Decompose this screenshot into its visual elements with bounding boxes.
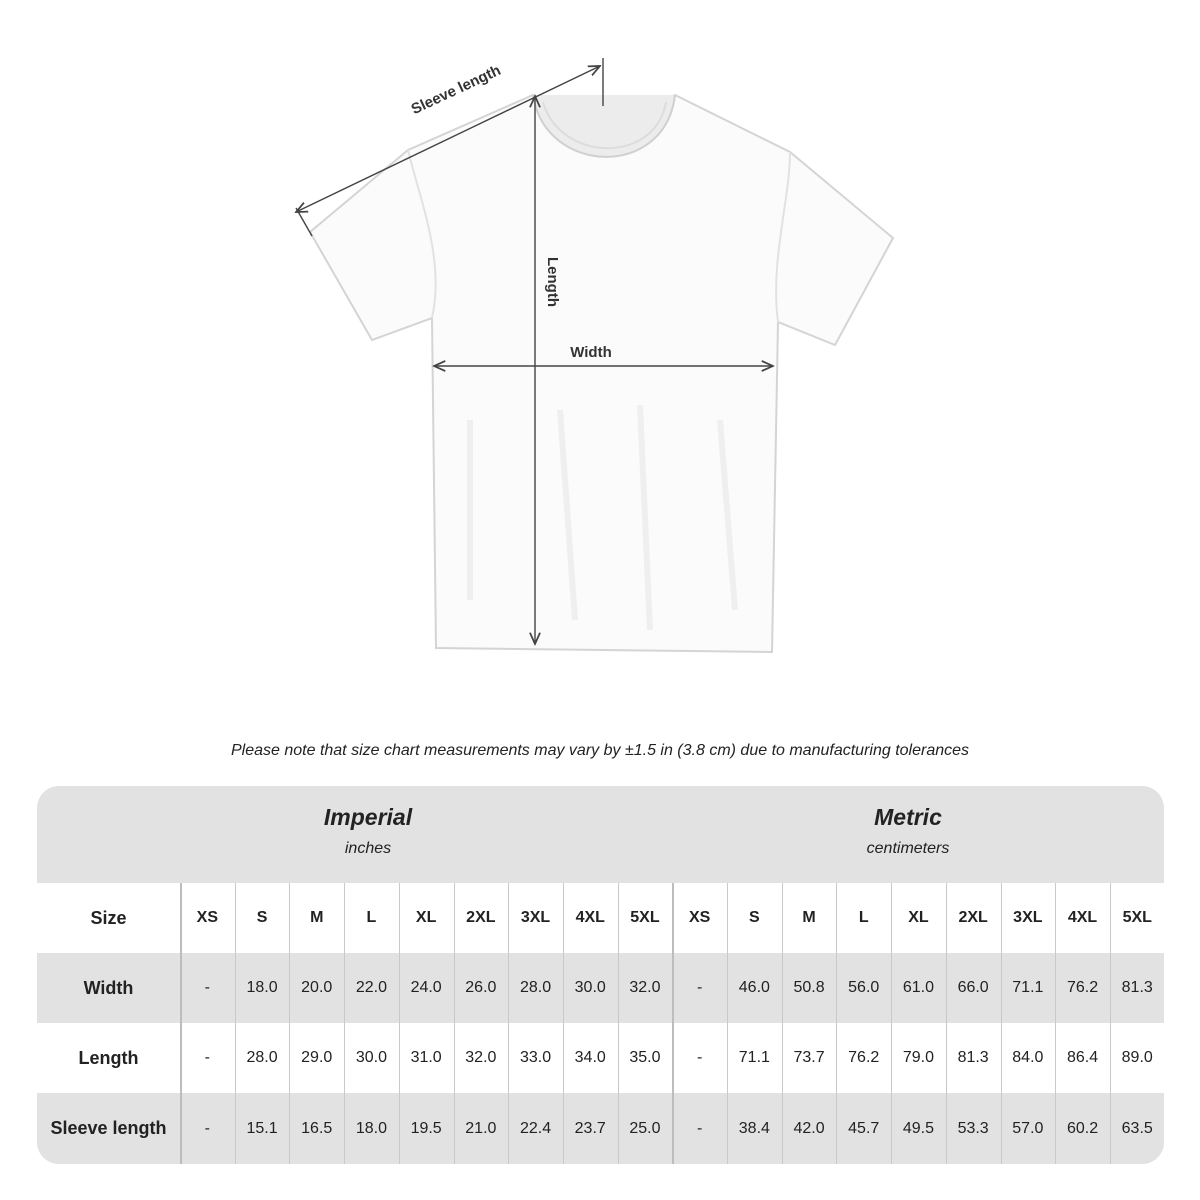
- sleeve-length-label: Sleeve length: [408, 61, 504, 119]
- metric-length-cell: 73.7: [793, 1049, 825, 1066]
- metric-sleeve-length-cell: 42.0: [793, 1119, 825, 1137]
- metric-sleeve-length-cell: -: [696, 1119, 703, 1137]
- metric-sleeve-length-cell: 57.0: [1012, 1119, 1044, 1137]
- tolerance-note: Please note that size chart measurements may vary by ±1.5 in (3.8 cm) due to manufacturing tolerances: [230, 742, 970, 759]
- metric-length-cell: 86.4: [1066, 1049, 1099, 1066]
- imperial-length-cell: 31.0: [410, 1049, 442, 1066]
- size-chart-table: [37, 786, 1164, 1164]
- column-divider: [454, 883, 455, 1164]
- imperial-size-2xl: 2XL: [466, 909, 496, 926]
- metric-size-4xl: 4XL: [1067, 909, 1098, 926]
- imperial-size-m: M: [310, 909, 324, 926]
- column-divider: [836, 883, 837, 1164]
- imperial-width-cell: 30.0: [574, 979, 606, 996]
- metric-width-cell: 76.2: [1066, 979, 1099, 996]
- imperial-width-cell: 26.0: [465, 979, 497, 996]
- column-divider: [399, 883, 400, 1164]
- length-row: [37, 1023, 1164, 1093]
- metric-sleeve-length-cell: 49.5: [902, 1119, 934, 1137]
- imperial-size-3xl: 3XL: [520, 909, 551, 926]
- metric-width-cell: 81.3: [1121, 979, 1153, 996]
- metric-sleeve-length-cell: 53.3: [957, 1119, 989, 1137]
- metric-length-cell: 84.0: [1012, 1049, 1044, 1066]
- metric-sleeve-length-cell: 63.5: [1121, 1119, 1153, 1137]
- metric-size-xl: XL: [908, 909, 929, 926]
- imperial-size-xl: XL: [415, 909, 437, 926]
- metric-size-l: L: [858, 909, 869, 926]
- metric-length-cell: 76.2: [848, 1049, 880, 1066]
- sleeve-length-row: [37, 1093, 1164, 1164]
- imperial-size-4xl: 4XL: [575, 909, 605, 926]
- imperial-unit: inches: [344, 840, 392, 857]
- metric-length-cell: -: [696, 1049, 703, 1066]
- column-divider: [563, 883, 564, 1164]
- imperial-width-cell: -: [204, 979, 210, 996]
- column-divider: [180, 883, 182, 1164]
- metric-width-cell: -: [696, 979, 703, 996]
- imperial-length-cell: 32.0: [465, 1049, 497, 1066]
- metric-sleeve-length-cell: 60.2: [1066, 1119, 1099, 1137]
- metric-size-5xl: 5XL: [1122, 909, 1152, 926]
- width-label: Width: [83, 977, 134, 998]
- imperial-title: Imperial: [323, 804, 413, 830]
- column-divider: [891, 883, 892, 1164]
- metric-size-3xl: 3XL: [1013, 909, 1043, 926]
- metric-width-cell: 66.0: [957, 979, 989, 996]
- imperial-length-cell: 29.0: [301, 1049, 333, 1066]
- column-divider: [1110, 883, 1111, 1164]
- imperial-length-cell: -: [204, 1049, 210, 1066]
- imperial-sleeve-length-cell: 19.5: [410, 1119, 442, 1137]
- metric-length-cell: 89.0: [1121, 1049, 1153, 1066]
- imperial-sleeve-length-cell: -: [204, 1119, 210, 1137]
- column-divider: [1055, 883, 1056, 1164]
- column-divider: [235, 883, 236, 1164]
- column-divider: [508, 883, 509, 1164]
- metric-sleeve-length-cell: 38.4: [738, 1119, 770, 1137]
- imperial-length-cell: 34.0: [574, 1049, 606, 1066]
- metric-sleeve-length-cell: 45.7: [848, 1119, 880, 1137]
- metric-unit: centimeters: [866, 840, 950, 857]
- imperial-sleeve-length-cell: 15.1: [246, 1119, 278, 1137]
- imperial-width-cell: 24.0: [410, 979, 442, 996]
- column-divider: [344, 883, 345, 1164]
- metric-width-cell: 46.0: [738, 979, 770, 996]
- imperial-size-5xl: 5XL: [630, 909, 660, 926]
- sleeve-length-label: Sleeve length: [50, 1118, 167, 1138]
- column-divider: [672, 883, 674, 1164]
- column-divider: [727, 883, 728, 1164]
- metric-size-s: S: [749, 909, 760, 926]
- imperial-width-cell: 32.0: [629, 979, 661, 996]
- imperial-length-cell: 30.0: [355, 1049, 387, 1066]
- column-divider: [946, 883, 947, 1164]
- length-label: Length: [78, 1047, 139, 1068]
- imperial-width-cell: 28.0: [519, 979, 552, 996]
- column-divider: [289, 883, 290, 1164]
- imperial-length-cell: 33.0: [519, 1049, 552, 1066]
- metric-width-cell: 61.0: [902, 979, 934, 996]
- imperial-width-cell: 20.0: [301, 979, 333, 996]
- metric-length-cell: 81.3: [957, 1049, 989, 1066]
- metric-width-cell: 50.8: [793, 979, 825, 996]
- column-divider: [1001, 883, 1002, 1164]
- imperial-width-cell: 18.0: [246, 979, 278, 996]
- tshirt-outline: [310, 95, 893, 652]
- metric-size-xs: XS: [688, 909, 711, 926]
- metric-length-cell: 71.1: [738, 1049, 770, 1066]
- width-label: Width: [570, 344, 612, 361]
- column-divider: [782, 883, 783, 1164]
- metric-length-cell: 79.0: [902, 1049, 934, 1066]
- column-divider: [618, 883, 619, 1164]
- imperial-length-cell: 35.0: [629, 1049, 661, 1066]
- size-table-body: [37, 883, 1164, 1164]
- imperial-size-s: S: [256, 909, 268, 926]
- metric-width-cell: 56.0: [848, 979, 880, 996]
- size-header-row: [37, 883, 1164, 953]
- imperial-sleeve-length-cell: 25.0: [629, 1119, 661, 1137]
- imperial-size-xs: XS: [196, 909, 219, 926]
- imperial-sleeve-length-cell: 22.4: [519, 1119, 552, 1137]
- imperial-length-cell: 28.0: [246, 1049, 278, 1066]
- size-header-label: Size: [90, 907, 127, 928]
- imperial-sleeve-length-cell: 18.0: [355, 1119, 387, 1137]
- imperial-sleeve-length-cell: 21.0: [465, 1119, 497, 1137]
- width-row: [37, 953, 1164, 1023]
- metric-size-m: M: [802, 909, 816, 926]
- metric-title: Metric: [874, 804, 942, 830]
- imperial-size-l: L: [366, 909, 377, 926]
- length-label: Length: [544, 257, 561, 307]
- imperial-sleeve-length-cell: 23.7: [574, 1119, 606, 1137]
- metric-width-cell: 71.1: [1012, 979, 1044, 996]
- imperial-sleeve-length-cell: 16.5: [301, 1119, 333, 1137]
- metric-size-2xl: 2XL: [958, 909, 988, 926]
- imperial-width-cell: 22.0: [355, 979, 387, 996]
